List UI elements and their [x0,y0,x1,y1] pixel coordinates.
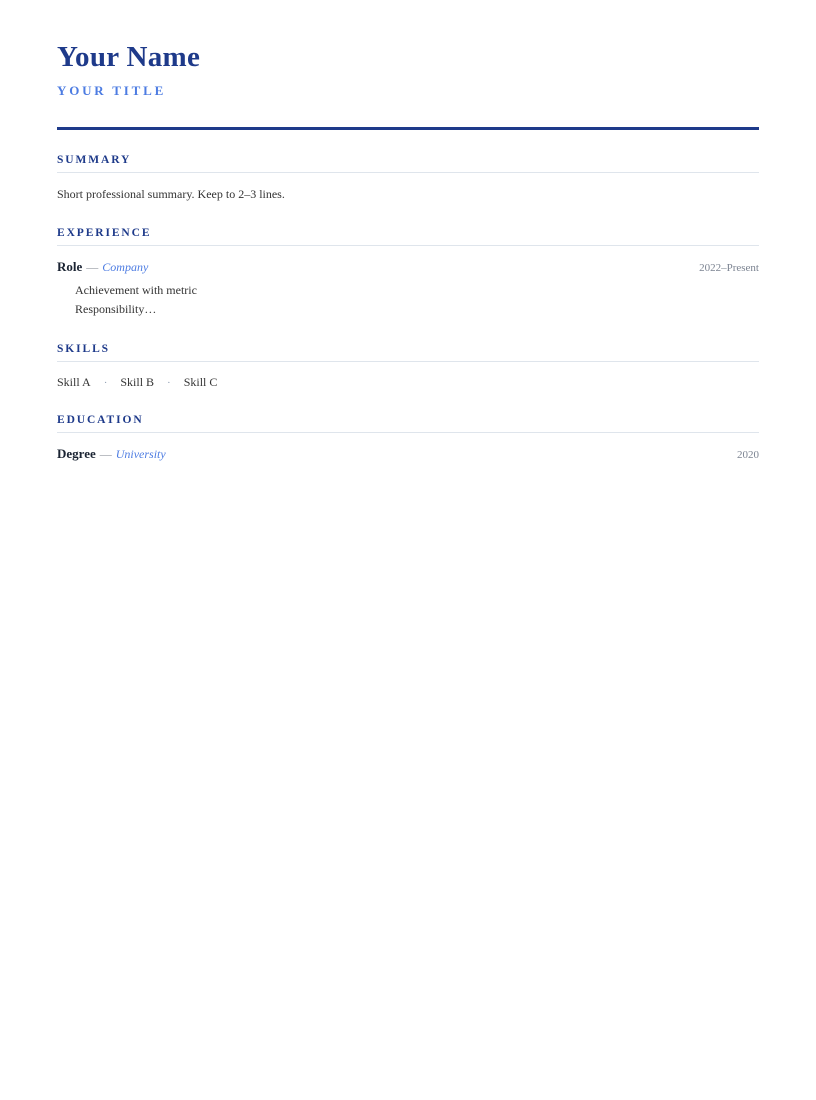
summary-text: Short professional summary. Keep to 2–3 lines. [57,186,285,201]
experience-heading: EXPERIENCE [57,227,152,240]
skill-item: Skill C [183,375,218,390]
experience-bullets [57,281,759,319]
education-heading: EDUCATION [57,414,144,427]
experience-bullet: Responsibility… [75,302,157,317]
experience-rule [57,245,759,246]
section-experience [57,227,759,319]
person-name: Your Name [57,41,201,73]
education-dates: 2020 [737,449,759,462]
skill-separator-dot: · [103,377,108,390]
skills-rule [57,361,759,362]
experience-entry [57,259,759,275]
experience-dates: 2022–Present [699,262,759,275]
education-entry [57,446,759,462]
section-education [57,414,759,462]
degree-name: Degree [57,446,96,462]
degree-school-separator: — [99,447,112,462]
experience-entry-title [57,259,148,275]
role-name: Role [57,259,83,275]
skill-item: Skill A [57,375,91,390]
summary-rule [57,172,759,173]
skill-item: Skill B [120,375,155,390]
section-summary [57,154,759,203]
experience-bullet: Achievement with metric [75,283,197,298]
skills-heading: SKILLS [57,343,110,356]
person-title: YOUR TITLE [57,82,167,98]
header-divider [57,127,759,130]
summary-heading: SUMMARY [57,153,132,166]
company-link[interactable]: Company [102,260,149,275]
section-skills [57,343,759,390]
skills-list [57,375,759,390]
education-rule [57,432,759,433]
university-link[interactable]: University [115,447,166,462]
education-entry-title [57,446,166,462]
resume-header [57,42,759,99]
role-company-separator: — [86,260,99,275]
skill-separator-dot: · [167,377,171,390]
